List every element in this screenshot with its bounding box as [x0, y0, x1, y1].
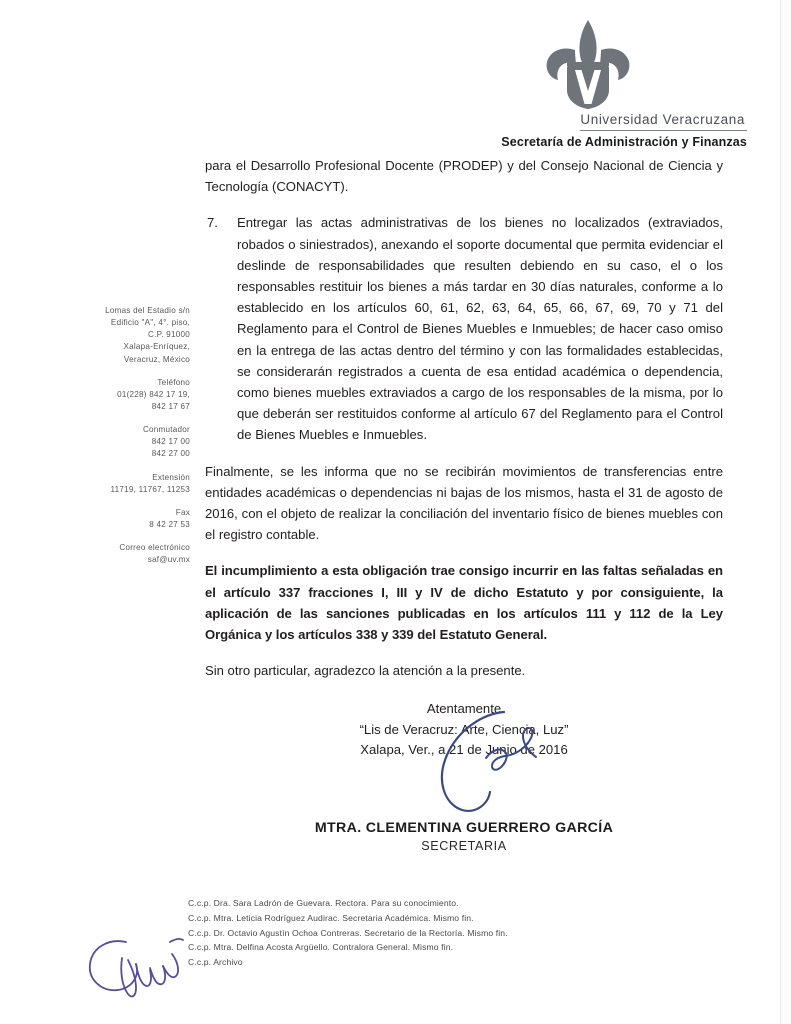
signatory-role: SECRETARIA — [421, 839, 507, 853]
uv-logo — [447, 18, 729, 110]
item-text: Entregar las actas administrativas de los bienes no localizados (extraviados, robados o siniestrados), anexando el soporte documental que permita evidenciar el deslinde de responsabilidades que resulten debiendo en su caso, el o los responsables restituir los bienes a más tardar en 30 días naturales, conforme a lo establecido en los artículos 60, 61, 62, 63, 64, 65, 66, 67, 69, 70 y 71 del Reglamento para el Control de Bienes Muebles e Inmuebles; de hacer caso omiso en la entrega de las actas dentro del término y con las formalidades establecidas, se considerarán registrados a cuenta de esa entidad académica o dependencia, como bienes muebles extraviados a cargo de los responsables de la misma, por lo que deberán ser restituidos conforme al artículo 67 del Reglamento para el Control de Bienes Muebles e Inmuebles. — [237, 215, 723, 443]
address-line: C.P. 91000 — [148, 330, 190, 340]
scan-edge-tint — [781, 0, 791, 1024]
handwritten-signature — [205, 700, 723, 820]
extension-value: 11719, 11767, 11253 — [110, 484, 190, 494]
closing-salutation: Atentamente — [426, 701, 502, 717]
scan-edge-line — [780, 0, 781, 1024]
switchboard-value: 842 27 00 — [151, 449, 190, 459]
switchboard-label: Conmutador — [142, 425, 190, 435]
ccp-distribution-list — [188, 896, 508, 970]
numbered-item-7 — [205, 212, 723, 445]
address-line: Lomas del Estadio s/n — [105, 306, 190, 315]
ccp-line: C.c.p. Dra. Sara Ladrón de Guevara. Rectora. Para su conocimiento. — [188, 898, 459, 908]
telephone-label: Teléfono — [157, 377, 190, 387]
ccp-line: C.c.p. Mtra. Leticia Rodríguez Audirac. Secretaria Académica. Mismo fin. — [188, 912, 474, 923]
extension-block — [62, 472, 190, 496]
extension-label: Extensión — [152, 472, 190, 482]
university-motto: “Lis de Veracruz: Arte, Ciencia, Luz” — [359, 721, 569, 737]
contact-sidebar — [62, 305, 190, 566]
fax-label: Fax — [175, 507, 190, 517]
finalmente-paragraph: Finalmente, se les informa que no se recibirán movimientos de transferencias entre entidades académicas o dependencias ni bajas de los mismos, hasta el 31 de agosto de 2016, con el objeto de realizar la conciliación del inventario físico de bienes muebles con el registro contable. — [205, 463, 723, 543]
switchboard-value: 842 17 00 — [151, 437, 190, 447]
letterhead — [447, 18, 747, 149]
university-name: Universidad Veracruzana — [580, 112, 747, 131]
continuation-paragraph: para el Desarrollo Profesional Docente (PRODEP) y del Consejo Nacional de Ciencia y Tecnología (CONACYT). — [205, 158, 723, 195]
item-number: 7. — [207, 215, 218, 231]
address-block — [62, 305, 190, 366]
signatory-name: MTRA. CLEMENTINA GUERRERO GARCÍA — [314, 820, 614, 836]
thanks-paragraph: Sin otro particular, agradezco la atención a la presente. — [205, 663, 526, 679]
address-line: Xalapa-Enríquez, — [123, 342, 190, 352]
emphasis-paragraph: El incumplimiento a esta obligación trae consigo incurrir en las faltas señaladas en el artículo 337 fracciones I, III y IV de dicho Estatuto y por consiguiente, la aplicación de las sanciones publicadas en los artículos 111 y 112 de la Ley Orgánica y los artículos 338 y 339 del Estatuto General. — [205, 563, 723, 643]
signature-block — [205, 700, 723, 853]
ccp-line: C.c.p. Mtra. Delfina Acosta Argüello. Contralora General. Mismo fin. — [188, 942, 454, 953]
fax-block — [62, 507, 190, 531]
address-line: Veracruz, México — [123, 354, 190, 364]
telephone-block — [62, 377, 190, 413]
place-and-date: Xalapa, Ver., a 21 de Junio de 2016 — [360, 742, 568, 758]
ccp-line: C.c.p. Archivo — [188, 957, 243, 968]
fax-value: 8 42 27 53 — [149, 519, 190, 529]
department-name: Secretaría de Administración y Finanzas — [501, 135, 747, 149]
handwritten-initials — [84, 928, 200, 1009]
letter-body — [205, 155, 723, 760]
telephone-value: 842 17 67 — [151, 401, 190, 411]
switchboard-block — [62, 424, 190, 460]
telephone-value: 01(228) 842 17 19, — [117, 389, 190, 399]
address-line: Edificio "A", 4°. piso, — [110, 318, 190, 328]
email-label: Correo electrónico — [119, 543, 190, 553]
email-block — [62, 542, 190, 566]
email-value: saf@uv.mx — [147, 555, 190, 565]
ccp-line: C.c.p. Dr. Octavio Agustín Ochoa Contreras. Secretario de la Rectoría. Mismo fin. — [188, 927, 508, 938]
